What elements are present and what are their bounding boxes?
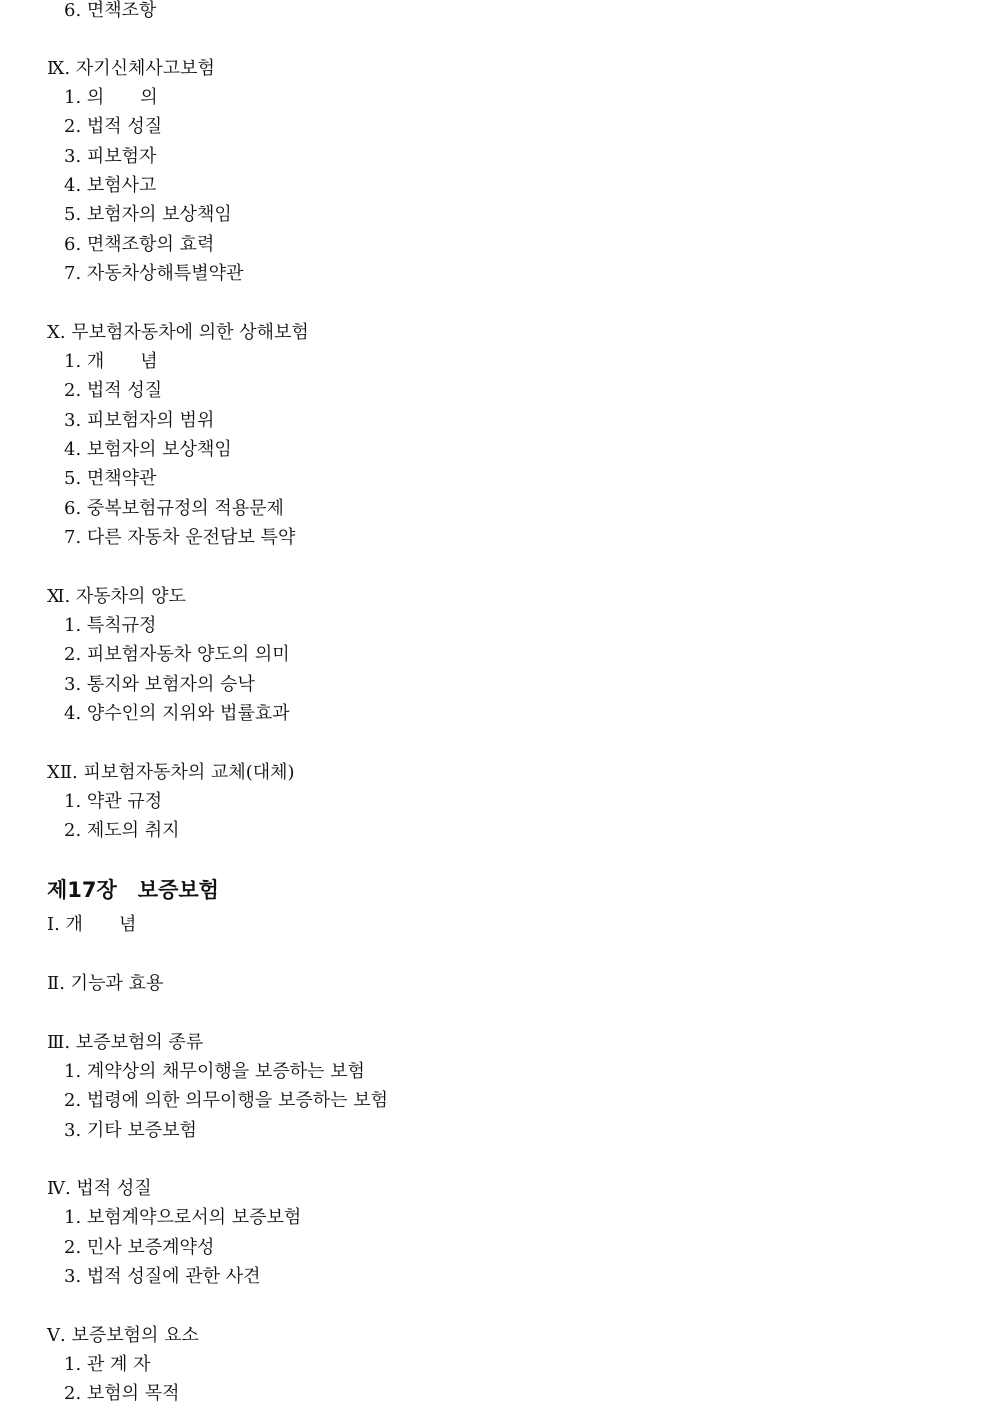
list-item: 1. 계약상의 채무이행을 보증하는 보험 [64,1061,365,1082]
list-item: 1. 약관 규정 [64,791,163,812]
list-item: 2. 민사 보증계약성 [64,1237,215,1258]
list-item: 1. 개 념 [64,351,158,372]
list-item: 4. 보험자의 보상책임 [64,439,232,460]
chapter-title: 제17장 보증보험 [47,878,219,902]
list-item: 6. 면책조항의 효력 [64,234,215,255]
section-heading: Ⅸ. 자기신체사고보험 [47,58,215,79]
list-item: 4. 보험사고 [64,175,157,196]
list-item: 5. 보험자의 보상책임 [64,204,232,225]
list-item: 5. 면책약관 [64,468,157,489]
list-item: 6. 면책조항 [64,0,157,21]
section-heading: Ⅺ. 자동차의 양도 [47,586,186,607]
list-item: 3. 기타 보증보험 [64,1120,197,1141]
section-heading: ⅩⅡ. 피보험자동차의 교체(대체) [47,762,295,783]
section-heading: Ⅰ. 개 념 [47,914,137,935]
section-heading: Ⅴ. 보증보험의 요소 [47,1325,199,1346]
list-item: 2. 제도의 취지 [64,820,180,841]
list-item: 1. 의 의 [64,87,158,108]
list-item: 3. 피보험자 [64,146,157,167]
list-item: 1. 특칙규정 [64,615,157,636]
section-heading: Ⅲ. 보증보험의 종류 [47,1032,204,1053]
list-item: 2. 법적 성질 [64,380,163,401]
list-item: 1. 보험계약으로서의 보증보험 [64,1207,302,1228]
section-heading: Ⅳ. 법적 성질 [47,1178,152,1199]
list-item: 1. 관 계 자 [64,1354,151,1375]
list-item: 7. 다른 자동차 운전담보 특약 [64,527,296,548]
section-heading: Ⅱ. 기능과 효용 [47,973,164,994]
list-item: 2. 피보험자동차 양도의 의미 [64,644,290,665]
list-item: 3. 법적 성질에 관한 사견 [64,1266,261,1287]
list-item: 2. 보험의 목적 [64,1383,180,1404]
list-item: 3. 통지와 보험자의 승낙 [64,674,255,695]
list-item: 6. 중복보험규정의 적용문제 [64,498,284,519]
section-heading: Ⅹ. 무보험자동차에 의한 상해보험 [47,322,309,343]
list-item: 3. 피보험자의 범위 [64,410,215,431]
list-item: 7. 자동차상해특별약관 [64,263,244,284]
list-item: 2. 법령에 의한 의무이행을 보증하는 보험 [64,1090,388,1111]
list-item: 4. 양수인의 지위와 법률효과 [64,703,290,724]
list-item: 2. 법적 성질 [64,116,163,137]
